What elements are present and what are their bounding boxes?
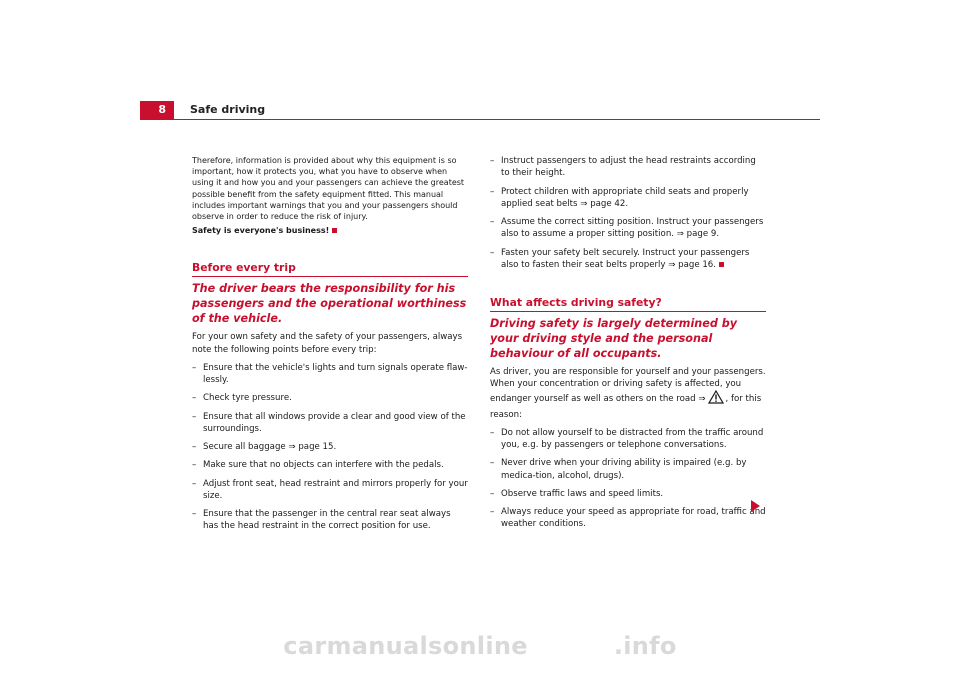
driving-safety-list (490, 427, 766, 531)
list-item: – Do not allow yourself to be distracted from the traffic around you, e.g. by passengers or telephone conversations. (490, 427, 766, 451)
list-item: – Adjust front seat, head restraint and mirrors properly for your size. (192, 478, 468, 502)
list-item: – Instruct passengers to adjust the head restraints according to their height. (490, 155, 766, 179)
section-title-driving-safety: What affects driving safety? (490, 296, 766, 312)
list-item: – Secure all baggage ⇒ page 15. (192, 441, 468, 453)
before-trip-list (192, 362, 468, 533)
driving-safety-paragraph (490, 366, 766, 421)
list-item: – Make sure that no objects can interfere with the pedals. (192, 459, 468, 471)
page-number: 8 (140, 101, 174, 119)
before-trip-paragraph: For your own safety and the safety of your passengers, always note the following points before every trip: (192, 332, 463, 355)
end-square-icon (719, 262, 724, 267)
list-item: – Assume the correct sitting position. Instruct your passengers also to assume a proper sitting position. ⇒ page 9. (490, 216, 766, 240)
paragraph-text: As driver, you are responsible for yourself and your passengers. When your concentration or driving safety is affected, you endanger yourself as well as others on the road ⇒ (490, 367, 766, 405)
list-item: – Ensure that the passenger in the central rear seat always has the head restraint in the correct position for use. (192, 508, 468, 532)
list-item: – Observe traffic laws and speed limits. (490, 488, 766, 500)
running-title: Safe driving (190, 103, 266, 116)
intro-paragraph: Therefore, information is provided about why this equipment is so important, how it protects you, what you have to observe when using it and how you and your passengers can achieve the greatest possible benefit from the safety equipment fitted. This manual includes important warnings that you and your passengers should observe in order to reduce the risk of injury. (192, 156, 465, 222)
warning-triangle-icon (708, 390, 724, 408)
section-title-before-every-trip: Before every trip (192, 261, 468, 277)
right-column (490, 155, 766, 537)
list-item: – Ensure that the vehicle's lights and turn signals operate flaw-lessly. (192, 362, 468, 386)
list-item: – Ensure that all windows provide a clear and good view of the surroundings. (192, 411, 468, 435)
list-item: – Never drive when your driving ability is impaired (e.g. by medica-tion, alcohol, drugs). (490, 457, 766, 481)
section-subtitle-driving-safety: Driving safety is largely determined by your driving style and the personal behaviour of all occupants. (490, 317, 738, 360)
watermark (0, 632, 960, 660)
watermark-text-left: carmanualsonline (283, 632, 528, 660)
end-square-icon (332, 228, 337, 233)
intro-bold-text: Safety is everyone's business! (192, 226, 330, 236)
continue-arrow-icon (751, 500, 760, 512)
left-column (192, 155, 468, 539)
list-item (490, 247, 766, 271)
watermark-text-right: .info (613, 632, 677, 660)
intro-bold-line (192, 225, 468, 236)
list-item: – Protect children with appropriate child seats and properly applied seat belts ⇒ page 42. (490, 186, 766, 210)
section-subtitle-before-every-trip: The driver bears the responsibility for his passengers and the operational worthiness of the vehicle. (192, 282, 467, 326)
list-item-text: Fasten your safety belt securely. Instruct your passengers also to fasten their seat belts properly ⇒ page 16. (501, 247, 750, 270)
paragraph-text-end: , for this reason: (490, 394, 762, 420)
list-item: – Check tyre pressure. (192, 392, 468, 404)
list-item: – Always reduce your speed as appropriate for road, traffic and weather conditions. (490, 506, 766, 530)
passenger-list (490, 155, 766, 271)
